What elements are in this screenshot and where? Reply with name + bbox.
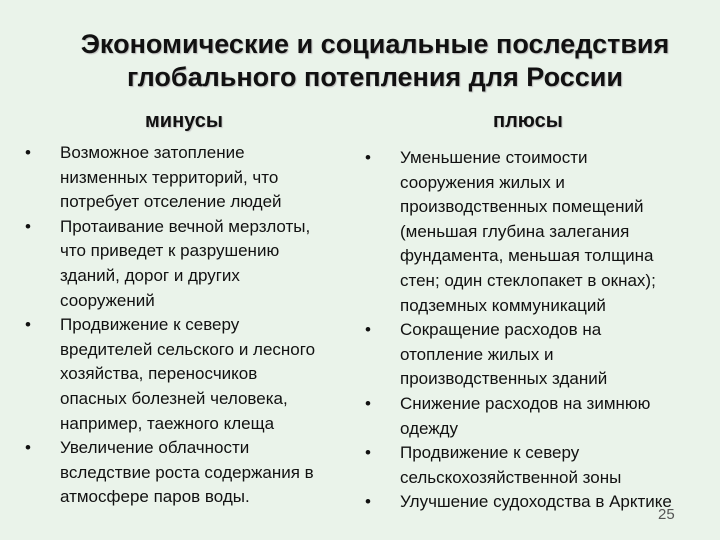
bullet-icon: •	[25, 143, 31, 162]
list-item	[22, 215, 362, 313]
list-item-line: отопление жилых и	[400, 344, 554, 364]
list-item-line: низменных территорий, что	[60, 167, 279, 187]
list-item-line: сельскохозяйственной зоны	[400, 467, 622, 487]
list-item-line: атмосфере паров воды.	[60, 487, 250, 507]
title-line-1: Экономические и социальные последствия	[80, 29, 670, 59]
list-item-line: Протаивание вечной мерзлоты,	[60, 216, 311, 236]
list-item	[362, 318, 718, 392]
plus-list	[362, 146, 718, 515]
list-item	[22, 141, 362, 215]
list-item-line: производственных зданий	[400, 369, 608, 389]
plus-column-heading: плюсы	[493, 110, 563, 132]
list-item-line: подземных коммуникаций	[400, 295, 606, 315]
list-item-line: вредителей сельского и лесного	[60, 339, 316, 359]
list-item-line: потребует отселение людей	[60, 192, 282, 212]
list-item-line: Сокращение расходов на	[400, 320, 602, 340]
list-item-line: Увеличение облачности	[60, 438, 250, 458]
list-item-line: Продвижение к северу	[60, 315, 240, 335]
list-item	[22, 313, 362, 436]
list-item	[362, 392, 718, 441]
list-item-line: Уменьшение стоимости	[400, 148, 588, 167]
list-item-line: Возможное затопление	[60, 143, 245, 162]
bullet-icon: •	[25, 315, 31, 335]
slide-title	[30, 28, 720, 94]
bullet-icon: •	[365, 320, 371, 340]
list-item-line: фундамента, меньшая толщина	[400, 246, 654, 266]
title-line-2: глобального потепления для России	[127, 62, 623, 92]
list-item-line: Улучшение судоходства в Арктике	[400, 492, 672, 512]
list-item-line: зданий, дорог и других	[60, 265, 240, 285]
bullet-icon: •	[25, 438, 31, 458]
bullet-icon: •	[25, 216, 31, 236]
minus-list	[22, 141, 362, 510]
list-item-line: вследствие роста содержания в	[60, 462, 314, 482]
list-item	[22, 436, 362, 510]
bullet-icon: •	[365, 393, 371, 413]
slide-number: 25	[658, 506, 675, 523]
list-item-line: одежду	[400, 418, 459, 438]
list-item-line: стен; один стеклопакет в окнах);	[400, 270, 656, 290]
list-item	[362, 146, 718, 318]
list-item-line: например, таежного клеща	[60, 413, 275, 433]
list-item-line: хозяйства, переносчиков	[60, 364, 258, 384]
minus-column-heading: минусы	[145, 110, 223, 132]
list-item-line: Продвижение к северу	[400, 443, 580, 463]
bullet-icon: •	[365, 148, 371, 167]
list-item-line: (меньшая глубина залегания	[400, 221, 630, 241]
list-item-line: сооружений	[60, 290, 155, 310]
list-item	[362, 441, 718, 490]
list-item-line: опасных болезней человека,	[60, 388, 288, 408]
list-item-line: сооружения жилых и	[400, 172, 565, 192]
list-item-line: что приведет к разрушению	[60, 241, 280, 261]
list-item-line: Снижение расходов на зимнюю	[400, 393, 651, 413]
bullet-icon: •	[365, 492, 371, 512]
bullet-icon: •	[365, 443, 371, 463]
list-item-line: производственных помещений	[400, 197, 644, 217]
